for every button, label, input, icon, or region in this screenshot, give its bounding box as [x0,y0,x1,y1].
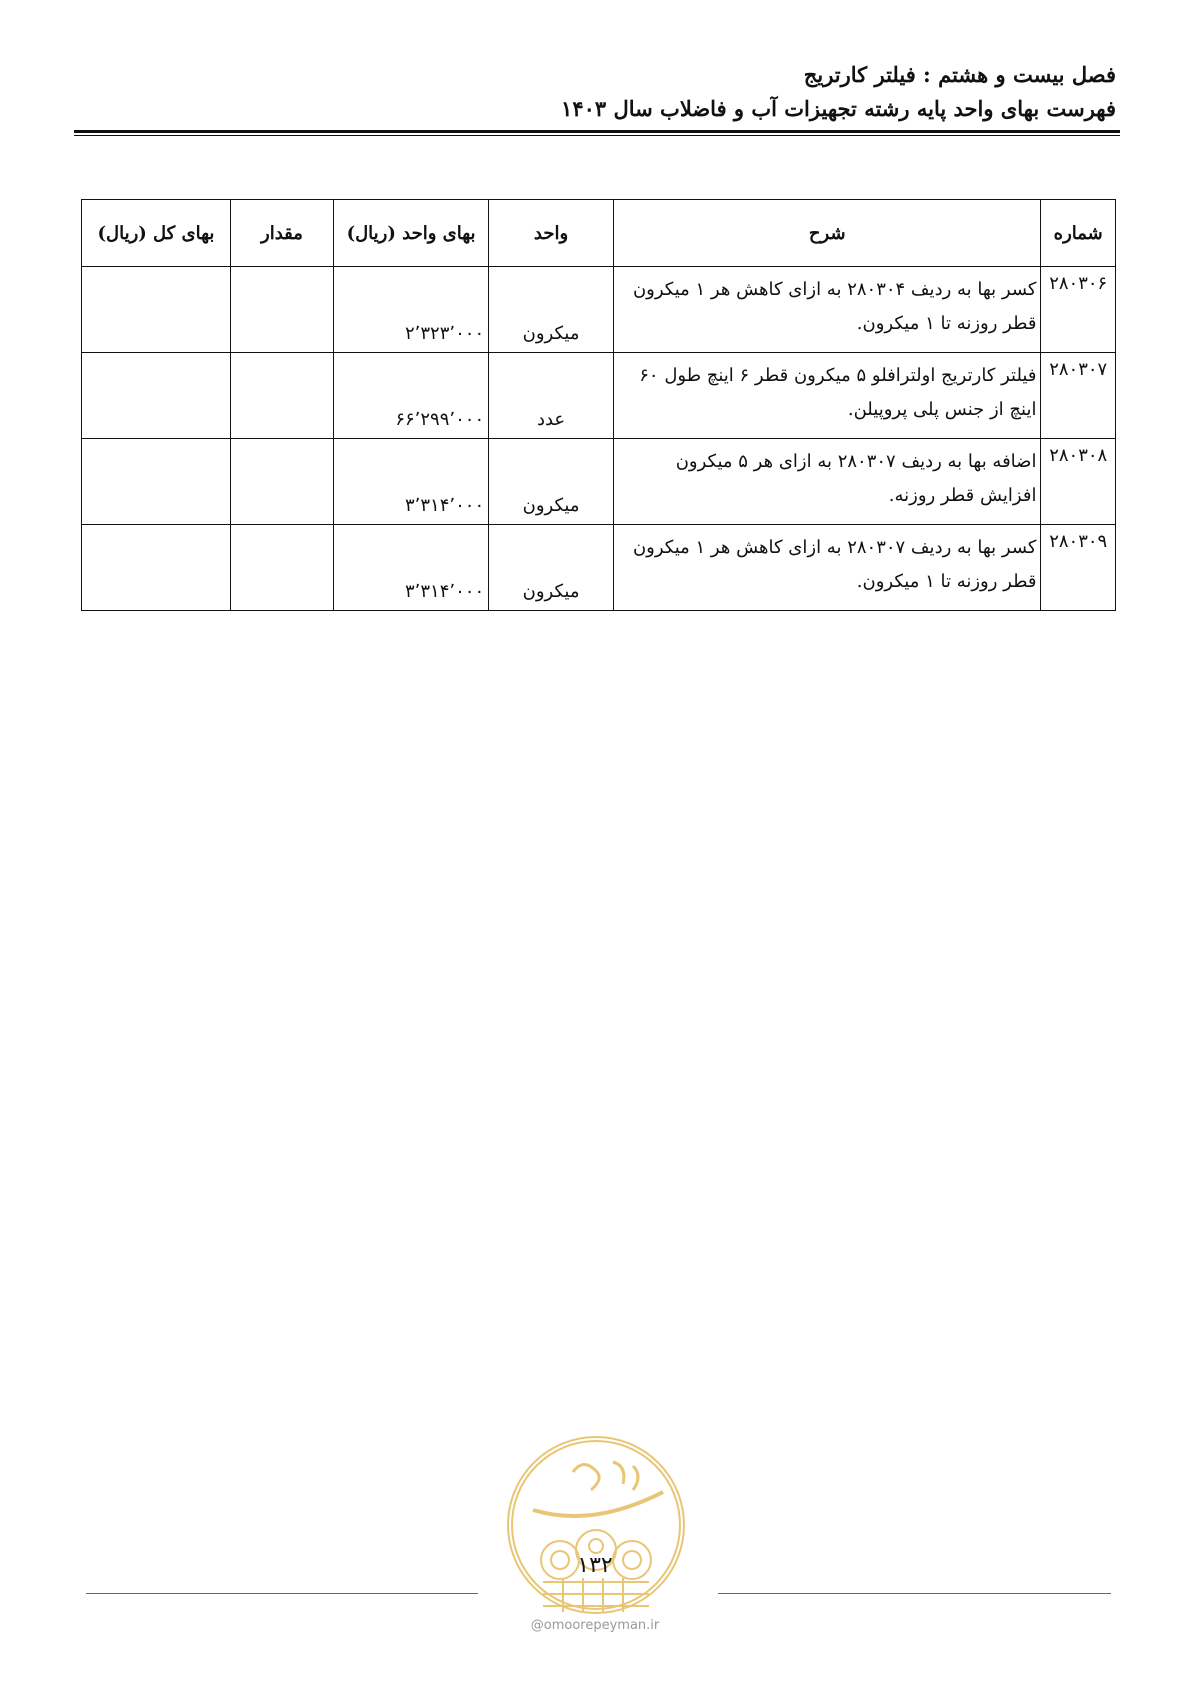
row-quantity [230,439,333,525]
header-number: شماره [1041,200,1116,267]
chapter-title: فصل بیست و هشتم : فیلتر کارتریج [803,62,1116,87]
row-description: کسر بها به ردیف ۲۸۰۳۰۴ به ازای کاهش هر ۱ میکرون قطر روزنه تا ۱ میکرون. [614,267,1041,353]
watermark-seal-icon [503,1432,689,1618]
row-description: کسر بها به ردیف ۲۸۰۳۰۷ به ازای کاهش هر ۱ میکرون قطر روزنه تا ۱ میکرون. [614,525,1041,611]
row-description: اضافه بها به ردیف ۲۸۰۳۰۷ به ازای هر ۵ میکرون افزایش قطر روزنه. [614,439,1041,525]
header-description: شرح [614,200,1041,267]
table-row [82,353,1116,439]
row-quantity [230,353,333,439]
header-rule-thin [74,135,1120,136]
row-total-price [82,439,231,525]
row-total-price [82,267,231,353]
row-total-price [82,525,231,611]
row-quantity [230,525,333,611]
table-row [82,525,1116,611]
page-number: ۱۳۲ [577,1553,613,1578]
page-header [74,58,1116,126]
table-header-row [82,200,1116,267]
header-total-price: بهای کل (ریال) [82,200,231,267]
row-total-price [82,353,231,439]
row-description: فیلتر کارتریج اولترافلو ۵ میکرون قطر ۶ اینچ طول ۶۰ اینچ از جنس پلی پروپیلن. [614,353,1041,439]
document-title: فهرست بهای واحد پایه رشته تجهیزات آب و فاضلاب سال ۱۴۰۳ [561,96,1116,121]
footer-rule-left [86,1593,478,1594]
row-unit: عدد [489,353,614,439]
row-unit: میکرون [489,525,614,611]
footer-rule-right [718,1593,1111,1594]
row-unit-price: ۳٬۳۱۴٬۰۰۰ [334,525,489,611]
row-unit-price: ۳٬۳۱۴٬۰۰۰ [334,439,489,525]
website-watermark: @omoorepeyman.ir [530,1618,660,1633]
header-unit-price: بهای واحد (ریال) [334,200,489,267]
row-number: ۲۸۰۳۰۷ [1041,353,1116,439]
header-unit: واحد [489,200,614,267]
row-unit-price: ۲٬۳۲۳٬۰۰۰ [334,267,489,353]
table-row [82,439,1116,525]
header-quantity: مقدار [230,200,333,267]
row-number: ۲۸۰۳۰۹ [1041,525,1116,611]
row-number: ۲۸۰۳۰۶ [1041,267,1116,353]
header-rule-thick [74,130,1120,133]
row-unit: میکرون [489,439,614,525]
row-quantity [230,267,333,353]
table-row [82,267,1116,353]
row-unit: میکرون [489,267,614,353]
price-list-table [81,199,1116,611]
row-unit-price: ۶۶٬۲۹۹٬۰۰۰ [334,353,489,439]
row-number: ۲۸۰۳۰۸ [1041,439,1116,525]
